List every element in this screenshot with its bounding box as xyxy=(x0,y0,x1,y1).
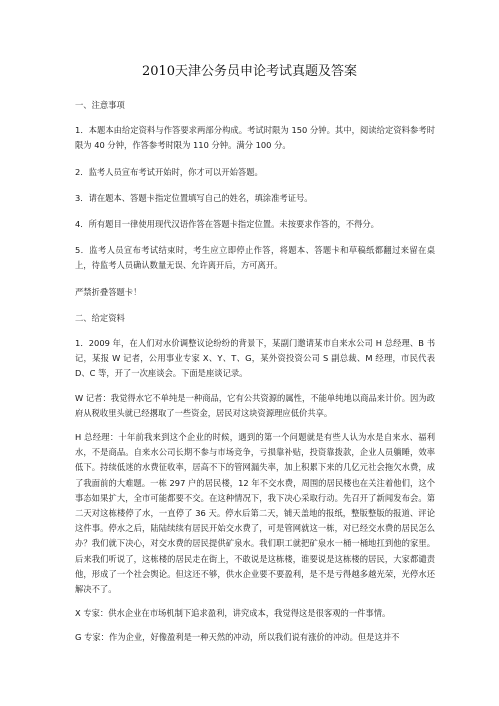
material-paragraph-5: G 专家：作为企业，好像盈利是一种天然的冲动，所以我们说有涨价的冲动。但是这并不 xyxy=(75,632,400,643)
material-paragraph-4: X 专家：供水企业在市场机制下追求盈利，讲究成本，我觉得这是很客观的一件事情。 xyxy=(75,608,391,619)
section-heading-material: 二、给定资料 xyxy=(75,312,125,323)
material-paragraph-2: W 记者：我觉得水它不单纯是一种商品，它有公共资源的属性，不能单纯地以商品来计价。因为政府从税收里头就已经撂取了一些资金，居民对这块资源理应低价共享。 xyxy=(75,392,435,418)
notice-item-1: 1．本题本由给定资料与作答要求两部分构成。考试时限为 150 分钟。其中，阅读给定资料参考时限为 40 分钟，作答参考时限为 110 分钟。满分 100 分。 xyxy=(75,125,435,151)
notice-item-5: 5．监考人员宣布考试结束时，考生应立即停止作答，将题本、答题卡和草稿纸都翻过来留在桌上，待监考人员确认数量无误、允许离开后，方可离开。 xyxy=(75,245,435,271)
warning-text: 严禁折叠答题卡！ xyxy=(75,286,142,297)
notice-item-3: 3．请在题本、答题卡指定位置填写自己的姓名，填涂准考证号。 xyxy=(75,192,313,203)
page-title: 2010天津公务员申论考试真题及答案 xyxy=(141,64,358,79)
notice-item-2: 2．监考人员宣布考试开始时，你才可以开始答题。 xyxy=(75,166,263,177)
notice-item-4: 4．所有题目一律使用现代汉语作答在答题卡指定位置。未按要求作答的，不得分。 xyxy=(75,219,379,230)
material-paragraph-3: H 总经理：十年前我来到这个企业的时候，遇到的第一个问题就是有些人认为水是自来水、福利水，不是商品。自来水公司长期不参与市场竞争，亏损靠补贴，投资靠拨款，企业人员躺睡，效率低下。持续低迷的水费征收率，居高不下的管网漏失率，加上积累下来的几亿元社会拖欠水费，成了我面前的大难题。一栋 297 户的居民楼，12 年不交水费，周围的居民楼也在关注着他们，这个事态如果扩大，全市可能都要不交。在这种情况下，我下决心采取行动。先召开了新闻发布会。第二天对这栋楼停了水，一直停了 36 天。停水后第二天，铺天盖地的报纸，整版整版的报道、评论这件事。停水之后，陆陆续续有居民开始交水费了，可是管网就这一栋，对已经交水费的居民怎么办？我们就下决心，对交水费的居民提供矿泉水。我们职工就把矿泉水一桶一桶地扛到他的家里。后来我们听说了，这栋楼的居民走在街上，不敢说是这栋楼，谁要说是这栋楼的居民，大家都谴责他，形成了一个社会舆论。但这还不够，供水企业要不要盈利，是不是亏得越多越光荣，光停水还解决不了。 xyxy=(75,432,435,595)
material-paragraph-1: 1．2009 年，在人们对水价调整议论纷纷的背景下，某副门邀请某市自来水公司 H 总经理、B 书记，某报 W 记者，公用事业专家 X、Y、T、G，某外资投资公司 S 副总裁、M 经理，市民代表 D、C 等，开了一次座谈会。下面是座谈记录。 xyxy=(75,338,435,379)
document-body xyxy=(75,98,435,655)
section-heading-notice: 一、注意事项 xyxy=(75,100,125,110)
